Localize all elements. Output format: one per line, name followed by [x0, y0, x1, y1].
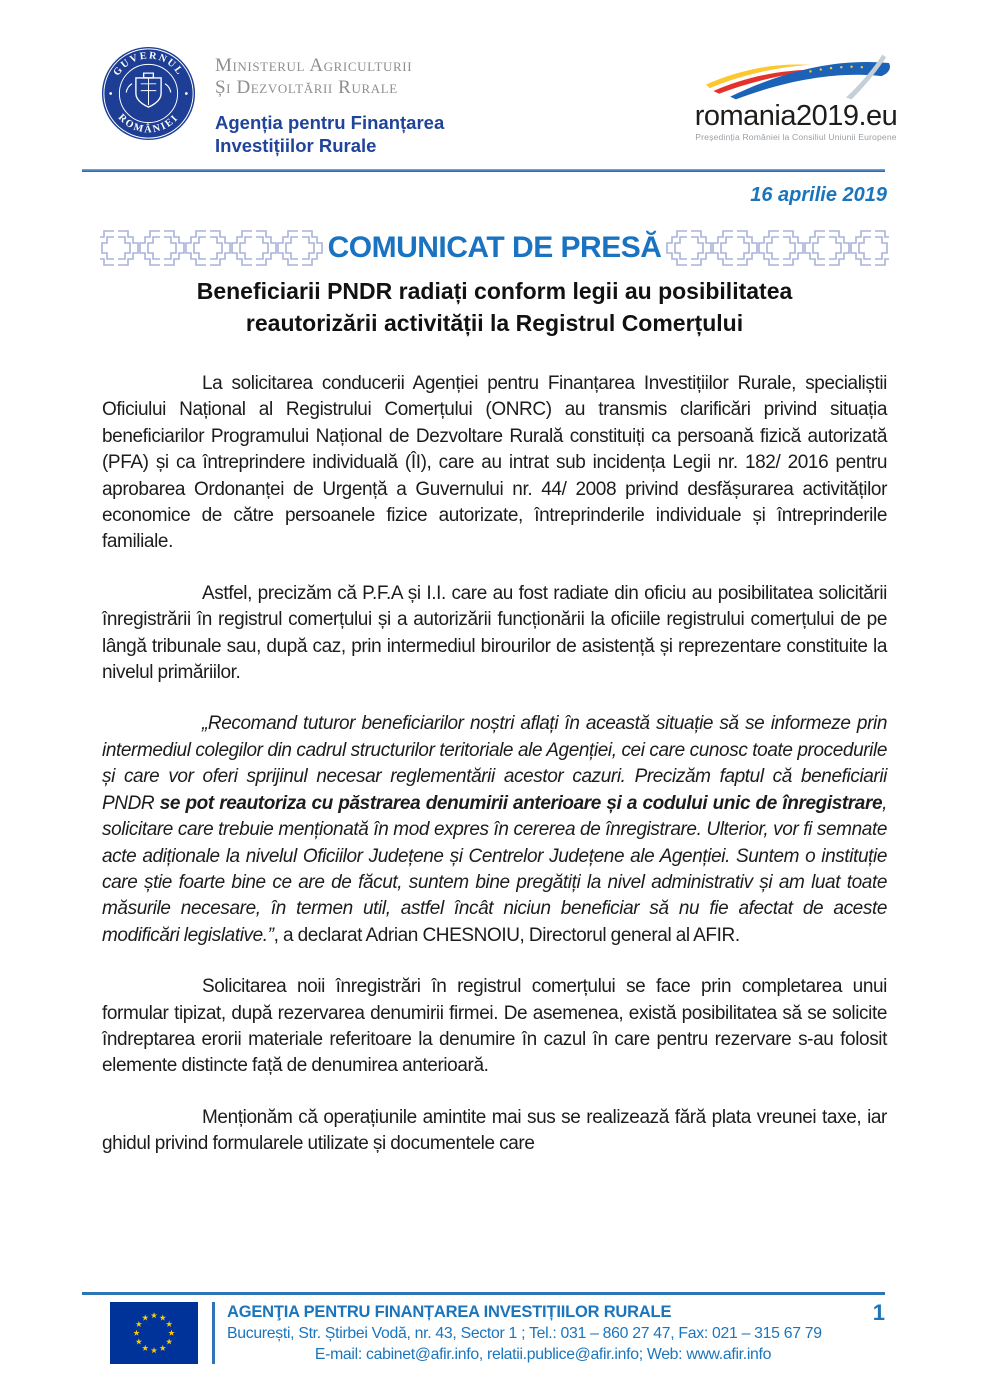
agency-name-line1: Agenția pentru Finanțarea	[215, 112, 445, 133]
deco-chain-right	[666, 226, 889, 270]
page-number: 1	[872, 1300, 885, 1325]
ministry-name-block	[215, 45, 444, 157]
footer-agency-name: AGENŢIA PENTRU FINANȚAREA INVESTIȚIILOR RURALE	[227, 1303, 672, 1321]
title-row	[100, 225, 889, 271]
body-paragraph-1: La solicitarea conducerii Agenției pentru Finanțarea Investițiilor Rurale, specialiștii Oficiului Național al Registrului Comerțului (ONRC) au transmis clarificări privind situația beneficiarilor Programului Național de Dezvoltare Rurală constituiți ca persoană fizică autorizată (PFA) și ca întreprindere individuală (ÎI), care au intrat sub incidența Legii nr. 182/ 2016 pentru aprobarea Ordonanței de Urgență a Guvernului nr. 44/ 2008 privind desfășurarea activităților economice de către persoanele fizice autorizate, întreprinderile individuale și întreprinderile familiale.	[102, 373, 887, 553]
romania2019-tagline: Președinția României la Consiliul Uniunii Europene	[695, 132, 897, 142]
body-paragraph-2: Astfel, precizăm că P.F.A și I.I. care au fost radiate din oficiu au posibilitatea solicitării înregistrării în registrul comerțului și a autorizării funcționării la oficiile registrului comerțului de pe lângă tribunale sau, după caz, prin intermediul birourilor de asistență și reprezentare constituite la nivelul primăriilor.	[102, 582, 887, 684]
email-label: E-mail:	[314, 1346, 367, 1363]
web-label: ; Web:	[638, 1346, 687, 1363]
footer-address-line: București, Str. Știrbei Vodă, nr. 43, Sector 1 ; Tel.: 031 – 860 27 47, Fax: 021 – 315 67 79	[227, 1325, 822, 1342]
quote-bold-segment: se pot reautoriza cu păstrarea denumirii anterioare și a codului unic de înregistrare	[159, 792, 883, 814]
quote-attribution: , a declarat Adrian CHESNOIU, Directorul general al AFIR.	[273, 924, 740, 946]
document-header	[100, 45, 905, 157]
seal-top-text: GUVERNUL	[111, 50, 186, 79]
subtitle-line2: reautorizării activității la Registrul Comerțului	[245, 310, 744, 336]
document-body	[102, 371, 887, 1158]
eu-flag-icon	[110, 1302, 198, 1364]
romania2019-wordmark: romania2019.eu	[694, 100, 898, 132]
ministry-name-line2: Și Dezvoltării Rurale	[215, 77, 398, 98]
document-subtitle	[0, 275, 989, 339]
email-link-cabinet[interactable]: cabinet@afir.info	[366, 1346, 479, 1363]
deco-chain-left	[100, 226, 323, 270]
body-paragraph-5: Menționăm că operațiunile amintite mai sus se realizează fără plata vreunei taxe, iar ghidul privind formularele utilizate și documentele care	[102, 1106, 887, 1155]
web-link-afir[interactable]: www.afir.info	[686, 1346, 772, 1363]
header-divider	[82, 169, 885, 172]
quote-italic-end: , solicitare care trebuie menționată în mod expres în cererea de înregistrare. Ulterior, vor fi semnate acte adiționale la nivelul Oficiilor Județene și Centrelor Județene ale Agenției. Suntem o instituție care știe foarte bine ce are de făcut, suntem bine pregătiți la nivel administrativ și am luat toate măsurile necesare, în termen util, astfel încât niciun beneficiar să nu fie afectat de aceste modificări legislative.”	[102, 792, 888, 946]
romania2019-logo	[687, 45, 905, 142]
quote-italic-start: „Recomand tuturor beneficiarilor noștri aflați în această situație să se informeze prin intermediul colegilor din cadrul structurilor teritoriale ale Agenției, cei care cunosc toate procedurile și care vor oferi sprijinul necesar reglementării acestor cazuri. Precizăm faptul că beneficiarii PNDR	[102, 713, 887, 814]
body-paragraph-4: Solicitarea noii înregistrări în registrul comerțului se face prin completarea unui formular tipizat, după rezervarea denumirii firmei. De asemenea, există posibilitatea să se solicite îndreptarea erorii materiale referitoare la denumire în cazul în care pentru rezervare s-au folosit elemente distincte față de denumirea anterioară.	[102, 976, 887, 1077]
ministry-name-line1: Ministerul Agriculturii	[215, 55, 413, 76]
footer-email-line	[227, 1344, 859, 1365]
email-separator: ,	[478, 1346, 488, 1363]
romania2019-swoosh-icon	[694, 49, 899, 105]
document-footer	[82, 1292, 885, 1365]
seal-bottom-text: ROMÂNIEI	[115, 112, 182, 136]
document-date: 16 aprilie 2019	[750, 184, 887, 206]
email-link-relatii-publice[interactable]: relatii.publice@afir.info	[487, 1346, 639, 1363]
footer-contact-block	[215, 1302, 859, 1365]
subtitle-line1: Beneficiarii PNDR radiați conform legii au posibilitatea	[196, 278, 793, 304]
agency-name-block	[215, 111, 444, 157]
gov-seal-logo	[100, 45, 197, 142]
body-paragraph-3-quote	[102, 711, 887, 949]
agency-name-line2: Investițiilor Rurale	[215, 135, 377, 156]
page-title: COMUNICAT DE PRESĂ	[327, 231, 662, 264]
